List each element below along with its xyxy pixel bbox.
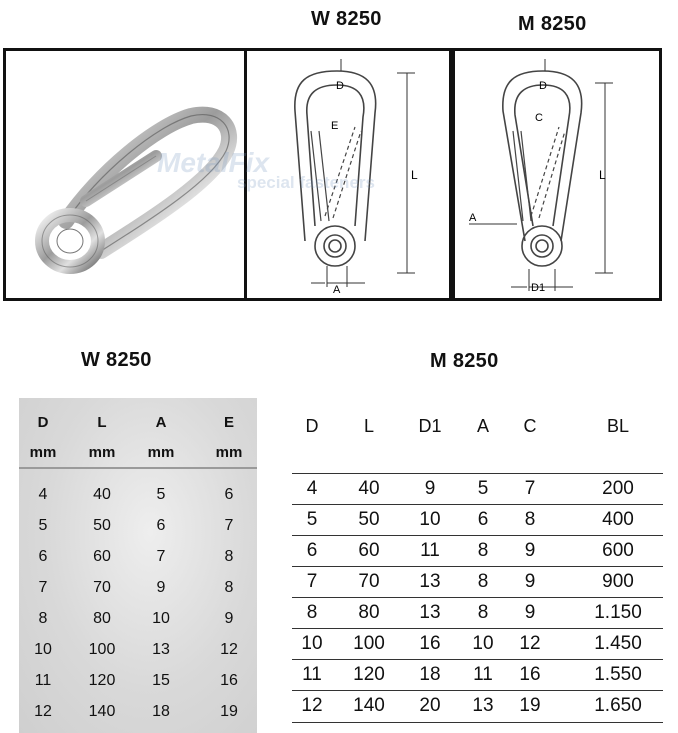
table-title-m8250: M 8250: [430, 350, 499, 372]
diagram-m-label-c: C: [535, 112, 543, 124]
m-cell-l: 120: [353, 664, 385, 685]
diagram-m-label-d: D: [539, 80, 547, 92]
m-cell-d: 12: [301, 695, 323, 716]
m-cell-a: 10: [472, 633, 494, 654]
diagram-w-label-a: A: [333, 284, 341, 296]
w-cell-l: 50: [93, 517, 111, 534]
w-cell-e: 16: [220, 672, 238, 689]
w-cell-e: 19: [220, 703, 238, 720]
m-table-row: [292, 504, 663, 536]
w-cell-e: 8: [224, 579, 234, 596]
diagram-w-label-d: D: [336, 80, 344, 92]
m-cell-a: 8: [477, 540, 489, 561]
m-cell-a: 6: [477, 509, 489, 530]
table-title-w8250: W 8250: [81, 349, 152, 371]
diagram-w8250-frame: [157, 48, 452, 301]
m-cell-c: 16: [519, 664, 541, 685]
w-col-e-header: E: [223, 414, 234, 431]
diagram-w-label-l: L: [411, 168, 418, 182]
m-cell-a: 11: [473, 664, 493, 685]
m-cell-d: 8: [306, 602, 318, 623]
m-cell-bl: 1.150: [594, 602, 642, 623]
m-cell-d1: 20: [419, 695, 441, 716]
m-col-l-header: L: [363, 416, 374, 436]
watermark-tagline: special fasteners: [237, 173, 375, 192]
m-cell-c: 12: [519, 633, 541, 654]
w8250-table: [19, 398, 257, 733]
w-cell-d: 6: [38, 548, 48, 565]
m-cell-bl: 900: [602, 571, 634, 592]
w-col-d-unit: mm: [29, 444, 57, 461]
m-cell-bl: 1.450: [594, 633, 642, 654]
m-cell-d: 10: [301, 633, 323, 654]
w-cell-l: 140: [88, 703, 116, 720]
w-cell-d: 8: [38, 610, 48, 627]
m-cell-l: 70: [358, 571, 380, 592]
m-cell-bl: 600: [602, 540, 634, 561]
w-cell-l: 100: [88, 641, 116, 658]
m-cell-a: 8: [477, 571, 489, 592]
m-table-row: [292, 597, 663, 629]
m-cell-l: 40: [358, 478, 380, 499]
w-col-a-header: A: [155, 414, 167, 431]
m-cell-l: 140: [353, 695, 385, 716]
m-cell-d: 5: [306, 509, 318, 530]
m-cell-d1: 13: [419, 571, 441, 592]
w-cell-a: 15: [152, 672, 170, 689]
w-cell-l: 70: [93, 579, 111, 596]
m-cell-bl: 1.650: [594, 695, 642, 716]
m-table-row: [292, 535, 663, 567]
w-cell-e: 6: [224, 486, 234, 503]
w-cell-a: 6: [156, 517, 166, 534]
m-col-d-header: D: [305, 416, 319, 436]
w-cell-e: 8: [224, 548, 234, 565]
header-w8250: W 8250: [311, 8, 382, 30]
m-cell-c: 9: [524, 540, 536, 561]
m-col-a-header: A: [476, 416, 489, 436]
w-cell-e: 12: [220, 641, 238, 658]
m-table-row: [292, 473, 663, 505]
diagram-m-label-d1: D1: [531, 282, 546, 294]
m-cell-c: 9: [524, 571, 536, 592]
diagram-w-label-e: E: [331, 120, 339, 132]
w-cell-d: 12: [34, 703, 52, 720]
m-cell-c: 7: [524, 478, 536, 499]
watermark-brand: MetalFix: [157, 147, 270, 178]
m-cell-d: 11: [302, 664, 322, 685]
m-cell-l: 100: [353, 633, 385, 654]
w-cell-e: 7: [224, 517, 234, 534]
w-col-e-unit: mm: [215, 444, 243, 461]
m-cell-d1: 16: [419, 633, 441, 654]
diagram-m-label-l: L: [599, 168, 606, 182]
w-cell-a: 5: [156, 486, 166, 503]
m-cell-l: 50: [358, 509, 380, 530]
m-cell-d1: 11: [420, 540, 440, 561]
m-cell-bl: 400: [602, 509, 634, 530]
m-table-row: [292, 566, 663, 598]
m-cell-a: 5: [477, 478, 489, 499]
m-cell-c: 19: [519, 695, 541, 716]
m-cell-c: 8: [524, 509, 536, 530]
w-cell-l: 40: [93, 486, 111, 503]
m-cell-d1: 18: [419, 664, 441, 685]
m-cell-a: 13: [472, 695, 494, 716]
w-col-l-header: L: [97, 414, 107, 431]
w-cell-a: 13: [152, 641, 170, 658]
m-cell-bl: 1.550: [594, 664, 642, 685]
w-header-rule: [19, 467, 257, 469]
m-table-row: [292, 659, 663, 691]
m-cell-d: 4: [306, 478, 318, 499]
diagram-m8250-frame: [452, 48, 662, 301]
w-cell-d: 11: [34, 672, 52, 689]
m-table-row: [292, 690, 663, 723]
m-cell-d: 7: [306, 571, 318, 592]
m-cell-d1: 13: [419, 602, 441, 623]
m-cell-d: 6: [306, 540, 318, 561]
w-col-d-header: D: [37, 414, 49, 431]
diagram-m-label-a: A: [469, 212, 477, 224]
m-cell-d1: 10: [419, 509, 441, 530]
w-cell-d: 10: [34, 641, 52, 658]
m-col-d1-header: D1: [418, 416, 442, 436]
m-col-bl-header: BL: [606, 416, 630, 436]
w-col-a-unit: mm: [147, 444, 175, 461]
w-cell-a: 18: [152, 703, 170, 720]
w-cell-d: 5: [38, 517, 48, 534]
m-col-c-header: C: [523, 416, 537, 436]
w-cell-d: 4: [38, 486, 48, 503]
m-cell-l: 80: [358, 602, 380, 623]
w-cell-a: 9: [156, 579, 166, 596]
m-cell-a: 8: [477, 602, 489, 623]
header-m8250: M 8250: [518, 13, 587, 35]
m-cell-d1: 9: [424, 478, 436, 499]
w-cell-d: 7: [38, 579, 48, 596]
m-cell-bl: 200: [602, 478, 634, 499]
m-cell-c: 9: [524, 602, 536, 623]
w-col-l-unit: mm: [88, 444, 116, 461]
w-cell-a: 7: [156, 548, 166, 565]
w-cell-a: 10: [152, 610, 170, 627]
m-table-row: [292, 628, 663, 660]
diagram-m8250: [455, 51, 659, 298]
w-cell-l: 120: [88, 672, 116, 689]
w-cell-l: 80: [93, 610, 111, 627]
w-cell-e: 9: [224, 610, 234, 627]
m-cell-l: 60: [358, 540, 380, 561]
w-cell-l: 60: [93, 548, 111, 565]
